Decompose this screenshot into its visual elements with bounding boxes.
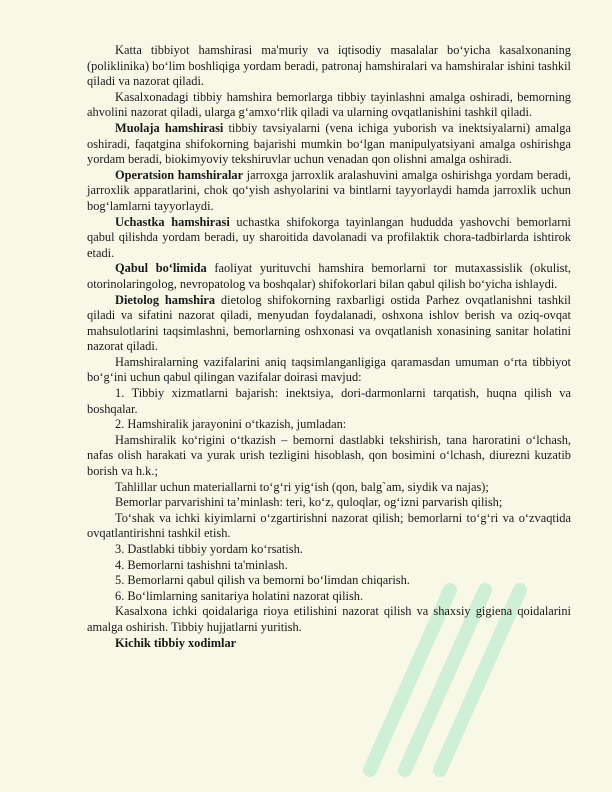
sub-item-2: Tahlillar uchun materiallarni to‘g‘ri yig‘ish (qon, balg`am, siydik va najas); — [115, 479, 489, 494]
paragraph-3: Muolaja hamshirasi tibbiy tavsiyalarni (vena ichiga yuborish va inektsiyalarni) amalga oshiradi, faqatgina shifokorning bajarishi mumkin bo‘lgan manipulyatsiyani amalga oshirishga yordam beradi, biokimyoviy tekshiruvlar uchun venadan qon olishni amalga oshiradi. — [87, 120, 571, 167]
term-bold: Uchastka hamshirasi — [115, 214, 230, 229]
sub-item-1: Hamshiralik ko‘rigini o‘tkazish – bemorni dastlabki tekshirish, tana haroratini o‘lchash, nafas olish harakati va yurak urish tezligini hisoblash, qon bosimini o‘lchash, diurezni kuzatib borish va h.k.; — [87, 432, 571, 479]
list-item-1: 1. Tibbiy xizmatlarni bajarish: inektsiya, dori-darmonlarni tarqatish, huqna qilish va boshqalar. — [87, 386, 571, 416]
section-heading: Kichik tibbiy xodimlar — [115, 635, 237, 650]
paragraph-2: Kasalxonadagi tibbiy hamshira bemorlarga tibbiy tayinlashni amalga oshiradi, bemorning ahvolini nazorat qiladi, ularga g‘amxo‘rlik qiladi va ularning ovqatlanishini tashkil qiladi. — [87, 89, 571, 120]
paragraph-5: Uchastka hamshirasi uchastka shifokorga tayinlangan hududda yashovchi bemorlarni qabul qilishda yordam beradi, uy sharoitida davolanadi va profilaktik chora-tadbirlarda ishtirok etadi. — [87, 214, 571, 260]
sub-item-4: To‘shak va ichki kiyimlarni o‘zgartirishni nazorat qilish; bemorlarni to‘g‘ri va o‘zvaqtida ovqatlantirishni tashkil etish. — [87, 510, 571, 541]
list-item-2: 2. Hamshiralik jarayonini o‘tkazish, jumladan: — [115, 417, 347, 432]
paragraph-1: Katta tibbiyot hamshirasi ma'muriy va iqtisodiy masalalar bo‘yicha kasalxonaning (poliklinika) bo‘lim boshliqiga yordam beradi, patronaj hamshiralari va hamshiralar ishini tashkil qiladi va nazorat qiladi. — [87, 43, 571, 89]
term-bold: Operatsion hamshiralar — [115, 167, 244, 182]
paragraph-8: Hamshiralarning vazifalarini aniq taqsimlanganligiga qaramasdan umuman o‘rta tibbiyot bo‘g‘ini uchun qabul qilingan vazifalar doirasi mavjud: — [87, 354, 571, 385]
paragraph-4: Operatsion hamshiralar jarroxga jarroxlik aralashuvini amalga oshirishga yordam beradi, jarroxlik apparatlarini, chok qo‘yish ashyolarini va bintlarni tayyorlaydi hamda jarroxlik uchun bog‘lamlarni tayyorlaydi. — [87, 167, 571, 213]
paragraph-6: Qabul bo‘limida faoliyat yurituvchi hamshira bemorlarni tor mutaxassislik (okulist, otorinolaringolog, nevropatolog va boshqalar) shifokorlari bilan qabul qilish bo‘yicha ishlaydi. — [87, 261, 571, 291]
term-bold: Muolaja hamshirasi — [115, 120, 224, 135]
paragraph-9: Kasalxona ichki qoidalariga rioya etilishini nazorat qilish va shaxsiy gigiena qoidalarini amalga oshirish. Tibbiy hujjatlarni yuritish. — [87, 604, 571, 634]
document-body — [87, 43, 571, 651]
term-bold: Qabul bo‘limida — [115, 261, 207, 276]
list-item-6: 6. Bo‘limlarning sanitariya holatini nazorat qilish. — [115, 588, 364, 603]
list-item-3: 3. Dastlabki tibbiy yordam ko‘rsatish. — [115, 542, 303, 556]
sub-item-3: Bemorlar parvarishini ta’minlash: teri, ko‘z, quloqlar, og‘izni parvarish qilish; — [115, 495, 503, 510]
list-item-4: 4. Bemorlarni tashishni ta'minlash. — [115, 557, 288, 572]
term-bold: Dietolog hamshira — [115, 292, 216, 307]
list-item-5: 5. Bemorlarni qabul qilish va bemorni bo‘limdan chiqarish. — [115, 573, 410, 588]
paragraph-7: Dietolog hamshira dietolog shifokorning raxbarligi ostida Parhez ovqatlanishni tashkil qiladi va sifatini nazorat qiladi, menyudan foydalanadi, oshxona ishlov berish va oziq-ovqat mahsulotlarini taqsimlashni, bemorlarning oshxonasi va ovqatlanish xonasining sanitar holatini nazorat qiladi. — [87, 292, 571, 354]
